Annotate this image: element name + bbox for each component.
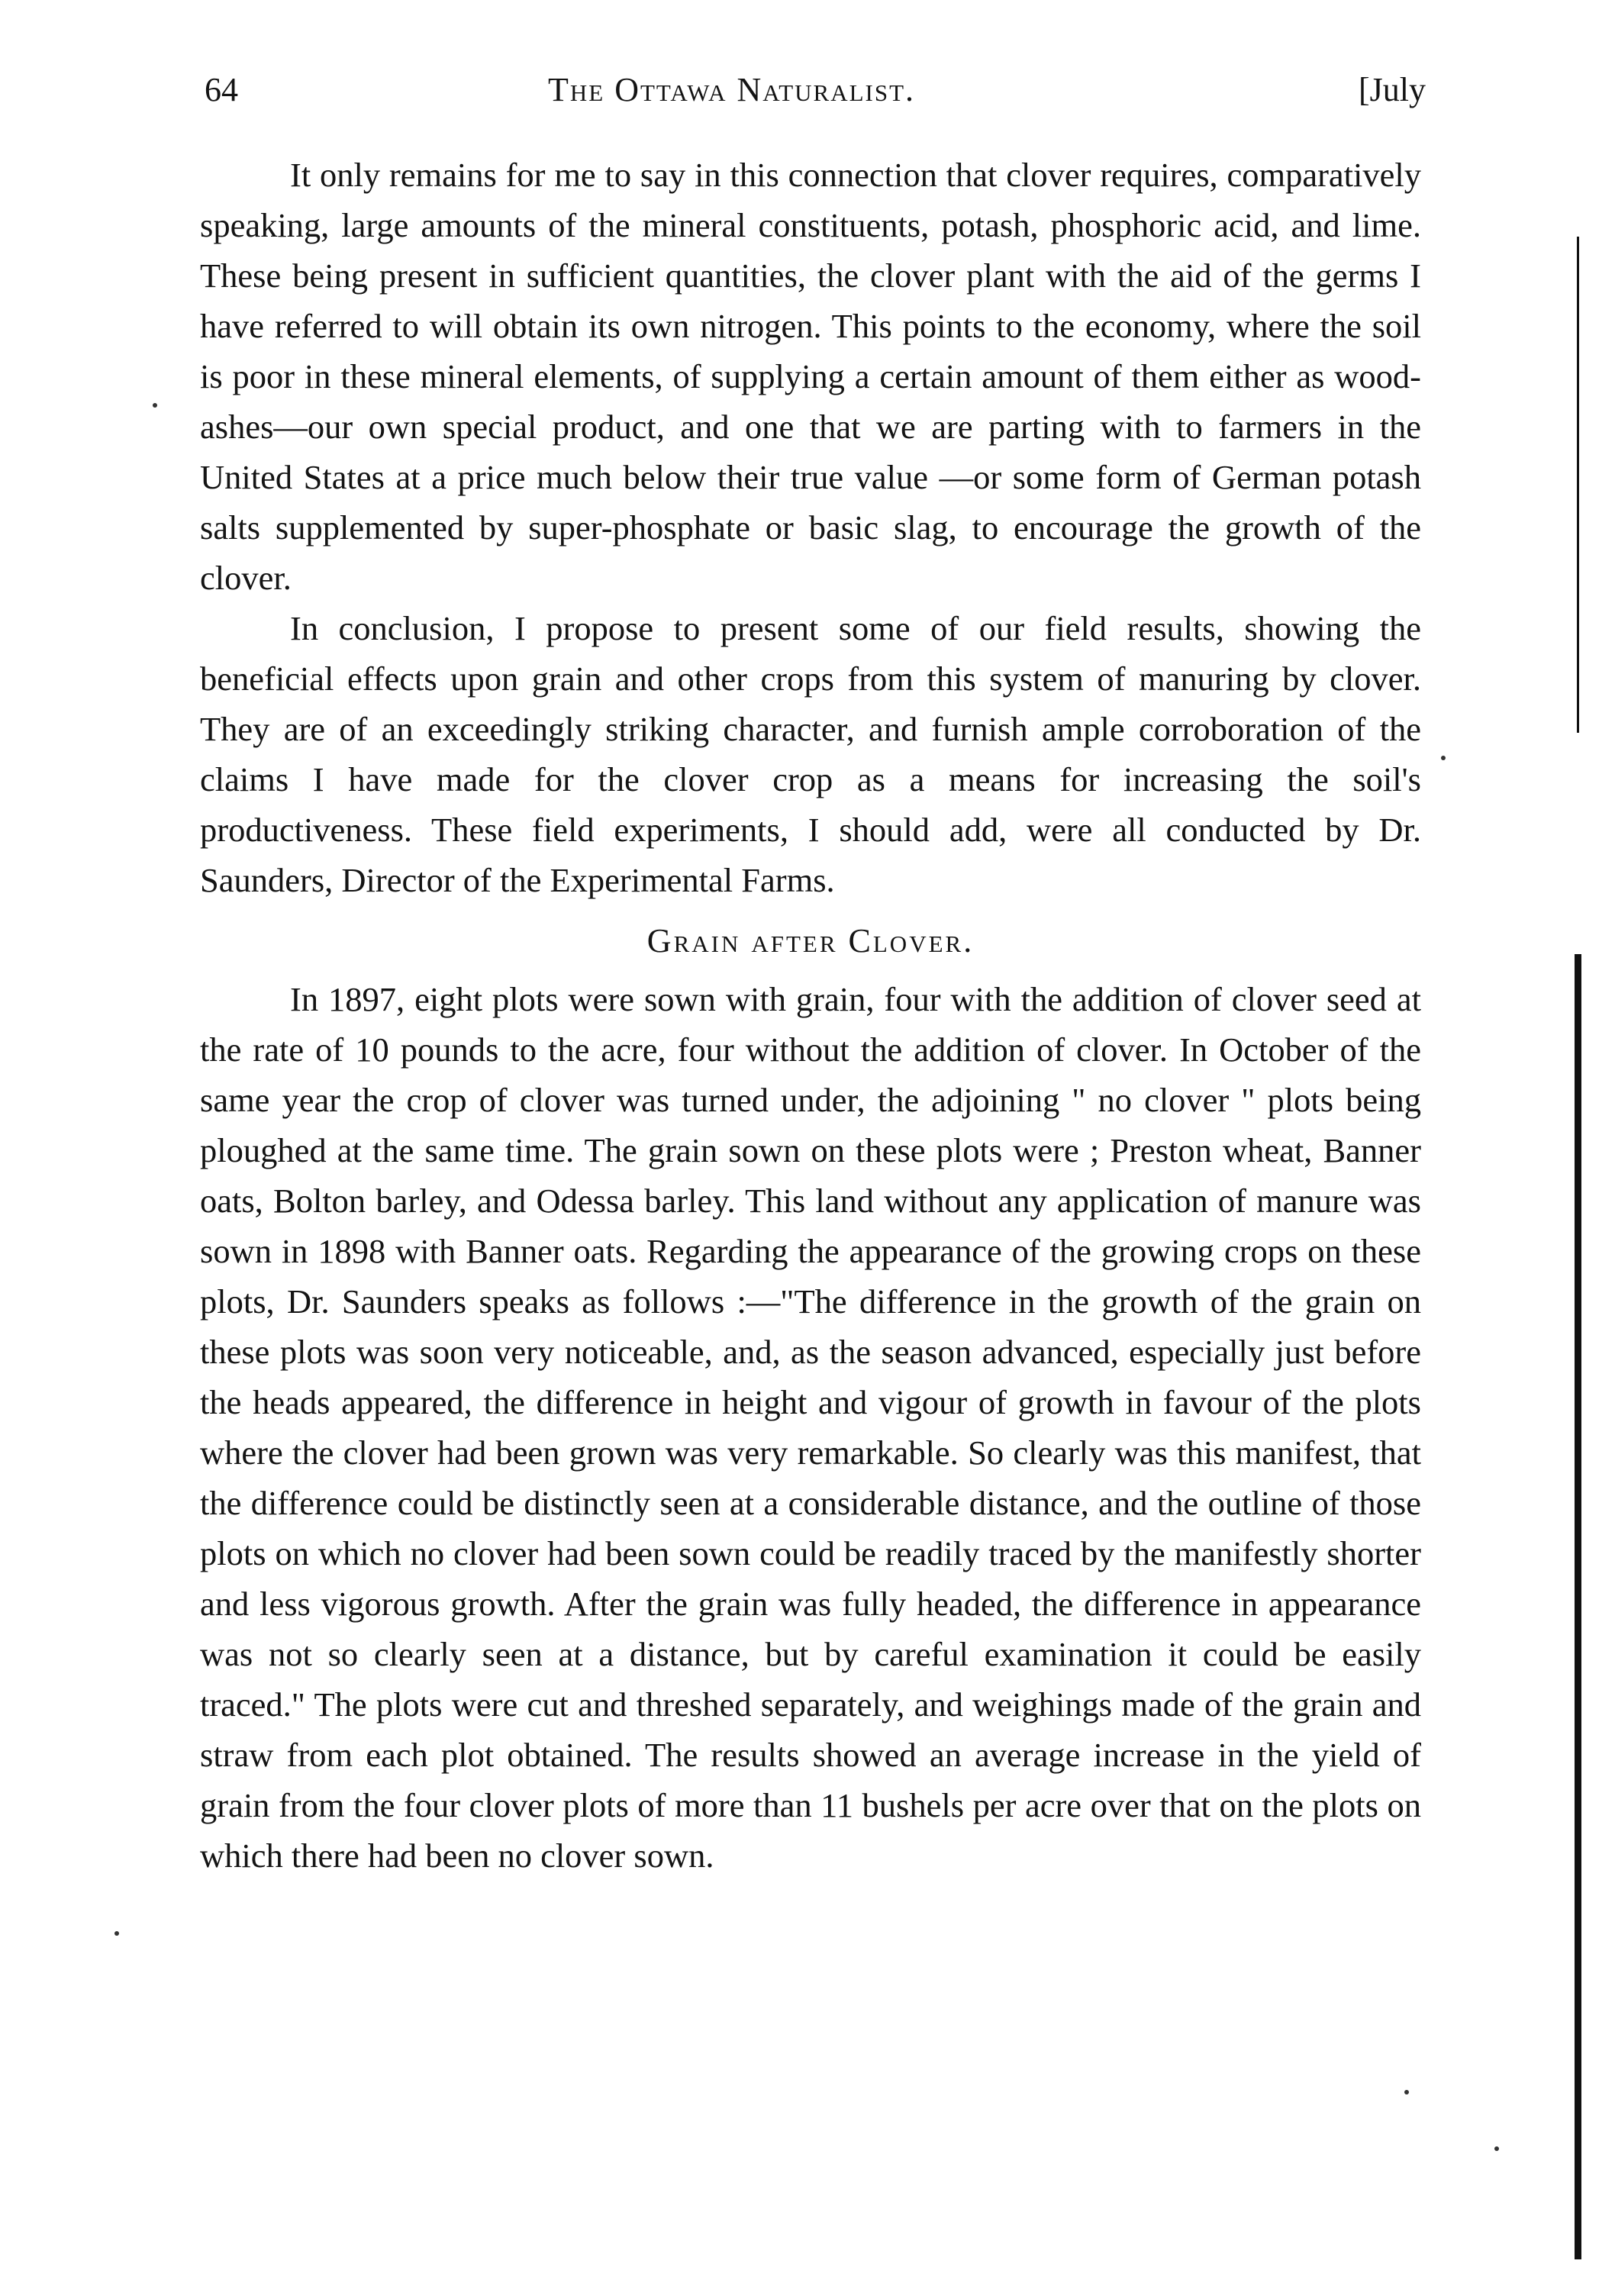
issue-month: [July (1359, 71, 1426, 108)
scan-speck (153, 403, 157, 408)
scan-speck (1441, 756, 1446, 760)
page-edge-shadow-upper (1577, 237, 1579, 733)
paragraph-mineral-constituents: It only remains for me to say in this connection that clover requires, comparatively speaking, large amounts of the mineral constituents, potash, phosphoric acid, and lime. These being present in sufficient quantities, the clover plant with the aid of the germs I have referred to will obtain its own nitrogen. This points to the economy, where the soil is poor in these mineral elements, of supplying a certain amount of them either as wood-ashes—our own special product, and one that we are parting with to farmers in the United States at a price much below their true value —or some form of German potash salts supplemented by super-phosphate or basic slag, to encourage the growth of the clover. (200, 156, 1421, 597)
paragraph-field-results: In conclusion, I propose to present some of our field results, showing the beneficial effects upon grain and other crops from this system of manuring by clover. They are of an exceedingly striking character, and furnish ample corroboration of the claims I have made for the clover crop as a means for increasing the soil's productiveness. These field experiments, I should add, were all conducted by Dr. Saunders, Director of the Experimental Farms. (200, 609, 1421, 899)
scan-speck (1404, 2090, 1409, 2094)
scan-speck (114, 1931, 119, 1936)
journal-title: The Ottawa Naturalist. (548, 71, 916, 108)
running-header (205, 60, 1426, 121)
page-number: 64 (205, 71, 238, 108)
scan-speck (1494, 2146, 1499, 2151)
article-body (200, 150, 1421, 1881)
page-edge-shadow-lower (1575, 954, 1581, 2259)
section-heading: Grain after Clover. (646, 922, 975, 959)
paragraph-grain-after-clover: In 1897, eight plots were sown with grain, four with the addition of clover seed at the rate of 10 pounds to the acre, four without the addition of clover. In October of the same year the crop of clover was turned under, the adjoining " no clover " plots being ploughed at the same time. The grain sown on these plots were ; Preston wheat, Banner oats, Bolton barley, and Odessa barley. This land without any application of manure was sown in 1898 with Banner oats. Regarding the appearance of the growing crops on these plots, Dr. Saunders speaks as follows :—"The difference in the growth of the grain on these plots was soon very noticeable, and, as the season advanced, especially just before the heads appeared, the difference in height and vigour of growth in favour of the plots where the clover had been grown was very remarkable. So clearly was this manifest, that the difference could be distinctly seen at a considerable distance, and the outline of those plots on which no clover had been sown could be readily traced by the manifestly shorter and less vigorous growth. After the grain was fully headed, the difference in appearance was not so clearly seen at a distance, but by careful examination it could be easily traced." The plots were cut and threshed separately, and weighings made of the grain and straw from each plot obtained. The results showed an average increase in the yield of grain from the four clover plots of more than 11 bushels per acre over that on the plots on which there had been no clover sown. (200, 980, 1421, 1875)
